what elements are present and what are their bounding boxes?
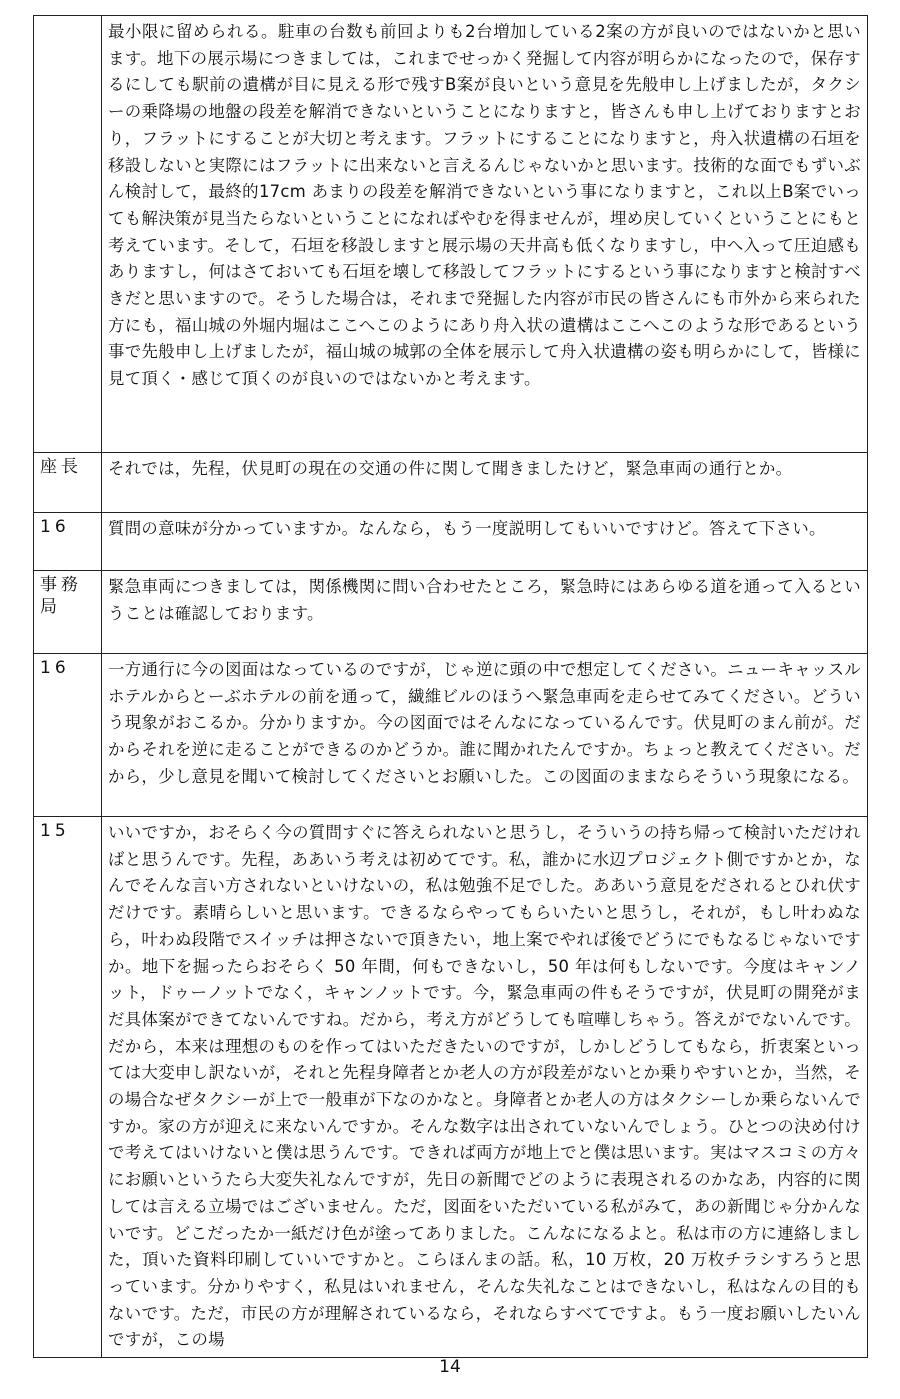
- minutes-table: [33, 15, 868, 1358]
- minutes-row: [34, 16, 868, 453]
- minutes-row: [34, 654, 868, 817]
- minutes-page: [33, 15, 868, 1358]
- minutes-row: [34, 513, 868, 571]
- speech-cell: 最小限に留められる。駐車の台数も前回よりも2台増加している2案の方が良いのではないかと思います。地下の展示場につきましては，これまでせっかく発掘して内容が明らかになったので，保存するにしても駅前の遺構が目に見える形で残すB案が良いという意見を先般申し上げましたが，タクシーの乗降場の地盤の段差を解消できないということになりますと，皆さんも申し上げておりますとおり，フラットにすることが大切と考えます。フラットにすることになりますと，舟入状遺構の石垣を移設しないと実際にはフラットに出来ないと言えるんじゃないかと思います。技術的な面でもずいぶん検討して，最終的17cm あまりの段差を解消できないという事になりますと，これ以上B案でいっても解決策が見当たらないということになればやむを得ませんが，埋め戻していくということにもと考えています。そして，石垣を移設しますと展示場の天井高も低くなりますし，中へ入って圧迫感もありますし，何はさておいても石垣を壊して移設してフラットにするという事になりますと検討すべきだと思いますので。そうした場合は，それまで発掘した内容が市民の皆さんにも市外から来られた方にも，福山城の外堀内堀はここへこのようにあり舟入状の遺構はここへこのような形であるという事で先般申し上げましたが，福山城の城郭の全体を展示して舟入状遺構の姿も明らかにして，皆様に見て頂く・感じて頂くのが良いのではないかと考えます。: [102, 16, 868, 453]
- speaker-cell: 15: [34, 817, 102, 1358]
- minutes-row: [34, 817, 868, 1358]
- page-number: 14: [439, 1357, 461, 1377]
- speech-cell: 質問の意味が分かっていますか。なんなら，もう一度説明してもいいですけど。答えて下さい。: [102, 513, 868, 571]
- speaker-cell: 事務局: [34, 571, 102, 654]
- speech-cell: 一方通行に今の図面はなっているのですが，じゃ逆に頭の中で想定してください。ニューキャッスルホテルからとーぶホテルの前を通って，繊維ビルのほうへ緊急車両を走らせてみてください。どういう現象がおこるか。分かりますか。今の図面ではそんなになっているんです。伏見町のまん前が。だからそれを逆に走ることができるのかどうか。誰に聞かれたんですか。ちょっと教えてください。だから，少し意見を聞いて検討してくださいとお願いした。この図面のままならそういう現象になる。: [102, 654, 868, 817]
- speaker-cell: 16: [34, 513, 102, 571]
- speaker-cell: 16: [34, 654, 102, 817]
- speech-cell: それでは，先程，伏見町の現在の交通の件に関して聞きましたけど，緊急車両の通行とか。: [102, 453, 868, 513]
- speech-cell: 緊急車両につきましては，関係機関に問い合わせたところ，緊急時にはあらゆる道を通って入るということは確認しております。: [102, 571, 868, 654]
- speech-cell: いいですか，おそらく今の質問すぐに答えられないと思うし，そういうの持ち帰って検討いただければと思うんです。先程，ああいう考えは初めてです。私，誰かに水辺プロジェクト側ですかとか，なんでそんな言い方されないといけないの，私は勉強不足でした。ああいう意見をだされるとひれ伏すだけです。素晴らしいと思います。できるならやってもらいたいと思うし，それが，もし叶わぬなら，叶わぬ段階でスイッチは押さないで頂きたい，地上案でやれば後でどうにでもなるじゃないですか。地下を掘ったらおそらく 50 年間，何もできないし，50 年は何もしないです。今度はキャンノット，ドゥーノットでなく，キャンノットです。今，緊急車両の件もそうですが，伏見町の開発がまだ具体案ができてないんですね。だから，考え方がどうしても喧嘩しちゃう。答えがでないんです。だから，本来は理想のものを作ってはいただきたいのですが，しかしどうしてもなら，折衷案といっては大変申し訳ないが，それと先程身障者とか老人の方が段差がないとか乗りやすいとか，当然，その場合なぜタクシーが上で一般車が下なのかなと。身障者とか老人の方はタクシーしか乗らないんですか。家の方が迎えに来ないんですか。そんな数字は出されていないんでしょう。ひとつの決め付けで考えてはいけないと僕は思うんです。できれば両方が地上でと僕は思います。実はマスコミの方々にお願いというたら大変失礼なんですが，先日の新聞でどのように表現されるのかなあ，内容的に関しては言える立場ではございません。ただ，図面をいただいている私がみて，あの新聞じゃ分かんないです。どこだったか一紙だけ色が塗ってありました。こんなになるよと。私は市の方に連絡しました，頂いた資料印刷していいですかと。こらほんまの話。私，10 万枚，20 万枚チラシすろうと思っています。分かりやすく，私見はいれません，そんな失礼なことはできないし，私はなんの目的もないです。ただ，市民の方が理解されているなら，それならすべてですよ。もう一度お願いしたいんですが，この場: [102, 817, 868, 1358]
- speaker-cell: 座長: [34, 453, 102, 513]
- speaker-cell: [34, 16, 102, 453]
- minutes-row: [34, 571, 868, 654]
- minutes-row: [34, 453, 868, 513]
